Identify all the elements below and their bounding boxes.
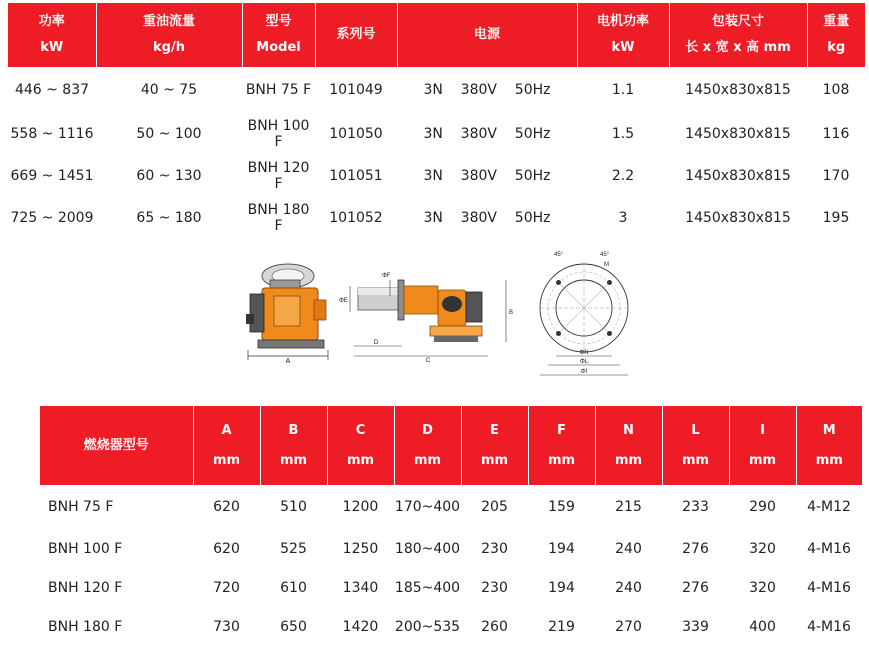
dim-label-f: ΦF	[382, 273, 391, 279]
table-row	[8, 155, 865, 197]
cell-a: 730	[213, 618, 240, 635]
cell-e: 230	[481, 579, 508, 596]
cell-series: 101049	[329, 82, 383, 98]
cell-l: 276	[682, 540, 709, 557]
cell-pack: 1450x830x815	[685, 82, 791, 98]
dim-label-b: B	[509, 310, 514, 316]
dim-label-a: A	[285, 358, 291, 364]
dim-label-c: C	[425, 358, 431, 364]
dimension-table	[40, 406, 862, 646]
header-m: M mm	[796, 406, 862, 485]
header-burner-model: 燃烧器型号	[40, 406, 193, 485]
cell-b: 525	[280, 540, 307, 557]
cell-b: 650	[280, 618, 307, 635]
cell-d: 185~400	[394, 579, 461, 596]
header-oil-flow: 重油流量 kg/h	[96, 3, 242, 67]
cell-m: 4-M16	[807, 579, 851, 596]
burner-front-view	[244, 260, 332, 364]
dim-label-e: ΦE	[339, 298, 348, 304]
cell-pack: 1450x830x815	[685, 126, 791, 142]
table-row	[40, 485, 862, 529]
header-b: B mm	[260, 406, 327, 485]
table-row	[40, 568, 862, 607]
header-a: A mm	[193, 406, 260, 485]
cell-flow: 40 ~ 75	[140, 82, 198, 98]
cell-series: 101051	[329, 168, 383, 184]
cell-c: 1200	[342, 499, 379, 515]
cell-l: 339	[682, 618, 709, 635]
cell-m: 4-M12	[807, 499, 851, 515]
angle-label-right: 45°	[600, 252, 610, 258]
cell-c: 1340	[342, 579, 379, 596]
cell-motor: 1.5	[611, 126, 635, 142]
header-package-size: 包装尺寸 长 x 宽 x 高 mm	[669, 3, 807, 67]
cell-flow: 65 ~ 180	[136, 210, 202, 226]
cell-f: 159	[548, 499, 575, 515]
header-power: 功率 kW	[8, 3, 96, 67]
header-weight: 重量 kg	[807, 3, 865, 67]
cell-e: 260	[481, 618, 508, 635]
cell-n: 270	[615, 618, 642, 635]
cell-pack: 1450x830x815	[685, 210, 791, 226]
cell-model: BNH 100 F	[247, 118, 310, 150]
cell-supply: 3N 380V 50Hz	[423, 82, 551, 98]
cell-f: 219	[548, 618, 575, 635]
header-c: C mm	[327, 406, 394, 485]
cell-a: 620	[213, 540, 240, 557]
cell-f: 194	[548, 579, 575, 596]
cell-d: 200~535	[394, 618, 461, 635]
cell-n: 240	[615, 579, 642, 596]
cell-series: 101052	[329, 210, 383, 226]
dim-label-l: ΦL	[579, 359, 589, 365]
dim-header-row	[40, 406, 862, 485]
cell-model: BNH 180 F	[48, 618, 123, 635]
cell-motor: 2.2	[611, 168, 635, 184]
cell-i: 400	[749, 618, 776, 635]
cell-model: BNH 120 F	[247, 160, 310, 192]
cell-i: 320	[749, 579, 776, 596]
dim-label-i: ΦI	[580, 369, 588, 375]
table-row	[40, 529, 862, 568]
header-series: 系列号	[315, 3, 397, 67]
angle-label-left: 45°	[554, 252, 564, 258]
cell-e: 205	[481, 499, 508, 515]
table-row	[8, 113, 865, 155]
dim-label-d: D	[373, 340, 379, 346]
cell-model: BNH 120 F	[48, 579, 123, 596]
table-row	[8, 67, 865, 113]
table-row	[8, 197, 865, 239]
cell-n: 240	[615, 540, 642, 557]
cell-e: 230	[481, 540, 508, 557]
header-model: 型号 Model	[242, 3, 315, 67]
header-d: D mm	[394, 406, 461, 485]
cell-power: 725 ~ 2009	[10, 210, 94, 226]
cell-l: 276	[682, 579, 709, 596]
cell-f: 194	[548, 540, 575, 557]
cell-i: 320	[749, 540, 776, 557]
flange-mounting-view	[534, 244, 634, 380]
cell-model: BNH 100 F	[48, 540, 123, 557]
cell-a: 720	[213, 579, 240, 596]
cell-motor: 1.1	[611, 82, 635, 98]
cell-d: 180~400	[394, 540, 461, 557]
burner-side-view	[338, 268, 518, 364]
header-power-supply: 电源	[397, 3, 577, 67]
cell-m: 4-M16	[807, 618, 851, 635]
cell-b: 610	[280, 579, 307, 596]
cell-flow: 60 ~ 130	[136, 168, 202, 184]
cell-l: 233	[682, 499, 709, 515]
spec-table	[8, 3, 865, 239]
cell-power: 558 ~ 1116	[10, 126, 94, 142]
header-motor-power: 电机功率 kW	[577, 3, 669, 67]
cell-supply: 3N 380V 50Hz	[423, 210, 551, 226]
cell-motor: 3	[618, 210, 628, 226]
cell-i: 290	[749, 499, 776, 515]
cell-d: 170~400	[394, 499, 461, 515]
cell-m: 4-M16	[807, 540, 851, 557]
cell-power: 446 ~ 837	[14, 82, 90, 98]
dim-label-n: ΦN	[579, 350, 589, 356]
cell-flow: 50 ~ 100	[136, 126, 202, 142]
header-f: F mm	[528, 406, 595, 485]
cell-weight: 195	[822, 210, 850, 226]
cell-power: 669 ~ 1451	[10, 168, 94, 184]
cell-b: 510	[280, 499, 307, 515]
header-n: N mm	[595, 406, 662, 485]
cell-supply: 3N 380V 50Hz	[423, 126, 551, 142]
cell-c: 1250	[342, 540, 379, 557]
cell-model: BNH 180 F	[247, 202, 310, 234]
header-l: L mm	[662, 406, 729, 485]
cell-n: 215	[615, 499, 642, 515]
cell-series: 101050	[329, 126, 383, 142]
cell-weight: 116	[822, 126, 850, 142]
spec-header-row	[8, 3, 865, 67]
header-i: I mm	[729, 406, 796, 485]
dim-label-m: M	[604, 262, 609, 268]
cell-model: BNH 75 F	[48, 499, 114, 515]
cell-model: BNH 75 F	[245, 82, 312, 98]
cell-supply: 3N 380V 50Hz	[423, 168, 551, 184]
cell-weight: 108	[822, 82, 850, 98]
table-row	[40, 607, 862, 646]
cell-weight: 170	[822, 168, 850, 184]
cell-c: 1420	[342, 618, 379, 635]
header-e: E mm	[461, 406, 528, 485]
cell-pack: 1450x830x815	[685, 168, 791, 184]
cell-a: 620	[213, 499, 240, 515]
